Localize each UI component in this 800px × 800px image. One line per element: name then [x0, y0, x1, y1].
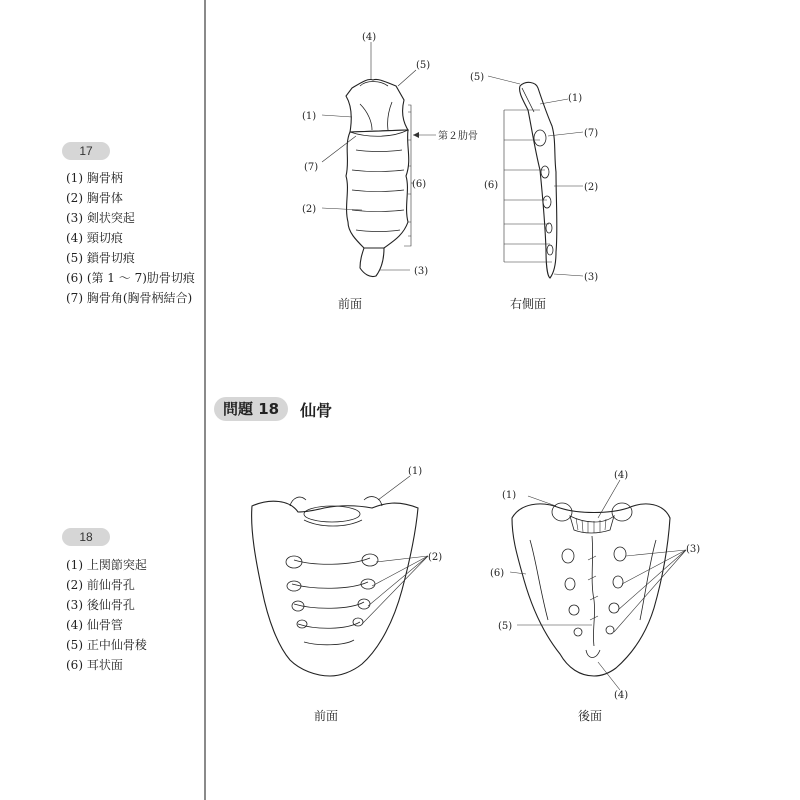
sacrum-front-drawing	[252, 476, 428, 676]
label-1: (1)	[302, 111, 317, 122]
list-item: (1) 上関節突起	[66, 558, 147, 572]
list-item: (4) 頸切痕	[66, 231, 123, 245]
sternum-side-drawing	[488, 76, 583, 278]
label-5: (5)	[416, 60, 431, 71]
sternum-front-caption: 前面	[338, 297, 363, 311]
list-item: (6) 耳状面	[66, 658, 123, 672]
list-item: (4) 仙骨管	[66, 618, 123, 632]
label-1: (1)	[502, 490, 517, 501]
list-item: (2) 胸骨体	[66, 191, 123, 205]
sacrum-back-caption: 後面	[578, 709, 603, 723]
sternum-side-caption: 右側面	[510, 297, 547, 311]
label-5: (5)	[498, 621, 513, 632]
list-item: (1) 胸骨柄	[66, 171, 123, 185]
rib2-note: 第２肋骨	[438, 131, 478, 142]
list-item: (2) 前仙骨孔	[66, 578, 135, 592]
label-4: (4)	[362, 32, 377, 43]
list-item: (6) (第 1 ～ 7)肋骨切痕	[66, 271, 195, 285]
label-3: (3)	[584, 272, 599, 283]
sacrum-front-caption: 前面	[314, 709, 339, 723]
label-1: (1)	[408, 466, 423, 477]
label-5: (5)	[470, 72, 485, 83]
label-4: (4)	[614, 690, 629, 701]
label-3: (3)	[414, 266, 429, 277]
label-2: (2)	[428, 552, 443, 563]
answer-18-badge: 18	[62, 528, 110, 546]
label-2: (2)	[584, 182, 599, 193]
label-7: (7)	[584, 128, 599, 139]
label-7: (7)	[304, 162, 319, 173]
label-6: (6)	[490, 568, 505, 579]
label-6: (6)	[412, 179, 427, 190]
label-1: (1)	[568, 93, 583, 104]
sacrum-back-drawing	[510, 480, 686, 690]
label-2: (2)	[302, 204, 317, 215]
list-item: (5) 正中仙骨稜	[66, 638, 147, 652]
list-item: (3) 後仙骨孔	[66, 598, 135, 612]
label-6: (6)	[484, 180, 499, 191]
question-badge: 問題 18	[214, 397, 288, 421]
label-4: (4)	[614, 470, 629, 481]
list-item: (3) 剣状突起	[66, 211, 135, 225]
label-3: (3)	[686, 544, 701, 555]
sternum-front-drawing	[322, 42, 436, 277]
list-item: (7) 胸骨角(胸骨柄結合)	[66, 291, 193, 305]
question-title: 仙骨	[300, 400, 333, 420]
answer-17-badge: 17	[62, 142, 110, 160]
list-item: (5) 鎖骨切痕	[66, 251, 135, 265]
